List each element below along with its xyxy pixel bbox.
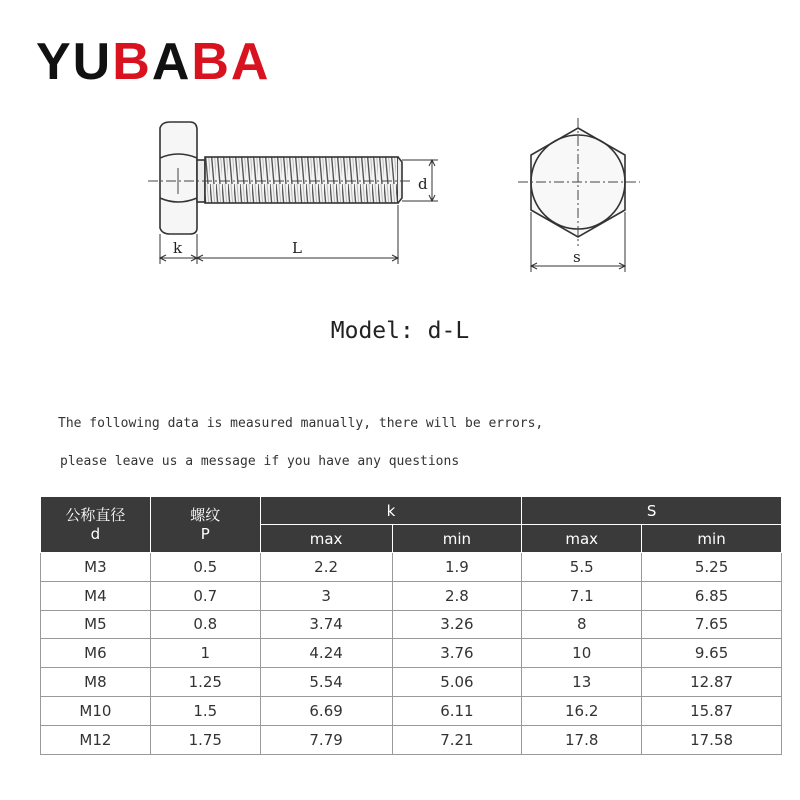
header-pitch bbox=[150, 497, 260, 553]
cell-s-max: 13 bbox=[522, 668, 642, 697]
cell-s-max: 10 bbox=[522, 639, 642, 668]
cell-k-max: 5.54 bbox=[260, 668, 392, 697]
cell-k-min: 1.9 bbox=[392, 553, 522, 582]
bolt-side-view bbox=[160, 122, 402, 234]
dim-label-k: k bbox=[173, 239, 183, 257]
cell-s-min: 12.87 bbox=[642, 668, 782, 697]
note-line: please leave us a message if you have any questions bbox=[60, 454, 460, 469]
cell-s-max: 16.2 bbox=[522, 696, 642, 725]
cell-s-min: 6.85 bbox=[642, 581, 782, 610]
cell-k-max: 3 bbox=[260, 581, 392, 610]
header-s-min: min bbox=[642, 525, 782, 553]
cell-p: 0.8 bbox=[150, 610, 260, 639]
cell-d: M3 bbox=[41, 553, 151, 582]
cell-s-max: 17.8 bbox=[522, 725, 642, 754]
header-s-max: max bbox=[522, 525, 642, 553]
table-row bbox=[41, 610, 782, 639]
table-row bbox=[41, 581, 782, 610]
logo-part: A bbox=[151, 33, 192, 91]
cell-p: 0.7 bbox=[150, 581, 260, 610]
cell-p: 1 bbox=[150, 639, 260, 668]
cell-k-min: 5.06 bbox=[392, 668, 522, 697]
cell-k-min: 2.8 bbox=[392, 581, 522, 610]
note-line: The following data is measured manually, there will be errors, bbox=[58, 416, 544, 431]
cell-s-min: 5.25 bbox=[642, 553, 782, 582]
cell-k-max: 4.24 bbox=[260, 639, 392, 668]
dim-label-d: d bbox=[418, 175, 428, 193]
bolt-technical-drawing bbox=[0, 0, 800, 300]
cell-k-max: 2.2 bbox=[260, 553, 392, 582]
spec-table bbox=[40, 496, 782, 755]
cell-k-max: 3.74 bbox=[260, 610, 392, 639]
header-k-max: max bbox=[260, 525, 392, 553]
header-diameter-symbol: d bbox=[90, 524, 101, 543]
model-caption: Model: d-L bbox=[330, 318, 470, 344]
dim-label-L: L bbox=[292, 239, 302, 257]
table-row bbox=[41, 725, 782, 754]
cell-k-max: 7.79 bbox=[260, 725, 392, 754]
cell-p: 1.5 bbox=[150, 696, 260, 725]
logo-part: YU bbox=[36, 33, 113, 91]
cell-s-max: 7.1 bbox=[522, 581, 642, 610]
header-pitch-symbol: P bbox=[200, 524, 210, 543]
cell-s-min: 7.65 bbox=[642, 610, 782, 639]
cell-p: 0.5 bbox=[150, 553, 260, 582]
dim-label-s: s bbox=[573, 248, 581, 266]
cell-p: 1.25 bbox=[150, 668, 260, 697]
cell-d: M6 bbox=[41, 639, 151, 668]
table-row bbox=[41, 553, 782, 582]
header-diameter-cn: 公称直径 bbox=[65, 505, 126, 524]
logo-part: BA bbox=[191, 33, 271, 91]
cell-s-min: 9.65 bbox=[642, 639, 782, 668]
cell-k-min: 3.26 bbox=[392, 610, 522, 639]
cell-k-max: 6.69 bbox=[260, 696, 392, 725]
cell-k-min: 7.21 bbox=[392, 725, 522, 754]
table-row bbox=[41, 668, 782, 697]
header-pitch-cn: 螺纹 bbox=[190, 505, 221, 524]
cell-d: M10 bbox=[41, 696, 151, 725]
logo-part: B bbox=[112, 33, 152, 91]
cell-s-max: 8 bbox=[522, 610, 642, 639]
cell-s-min: 17.58 bbox=[642, 725, 782, 754]
cell-p: 1.75 bbox=[150, 725, 260, 754]
header-s: S bbox=[522, 497, 782, 525]
cell-d: M8 bbox=[41, 668, 151, 697]
header-k: k bbox=[260, 497, 522, 525]
table-row bbox=[41, 696, 782, 725]
cell-s-max: 5.5 bbox=[522, 553, 642, 582]
header-diameter bbox=[41, 497, 151, 553]
header-k-min: min bbox=[392, 525, 522, 553]
cell-d: M5 bbox=[41, 610, 151, 639]
cell-s-min: 15.87 bbox=[642, 696, 782, 725]
cell-k-min: 3.76 bbox=[392, 639, 522, 668]
cell-k-min: 6.11 bbox=[392, 696, 522, 725]
table-row bbox=[41, 639, 782, 668]
cell-d: M12 bbox=[41, 725, 151, 754]
cell-d: M4 bbox=[41, 581, 151, 610]
